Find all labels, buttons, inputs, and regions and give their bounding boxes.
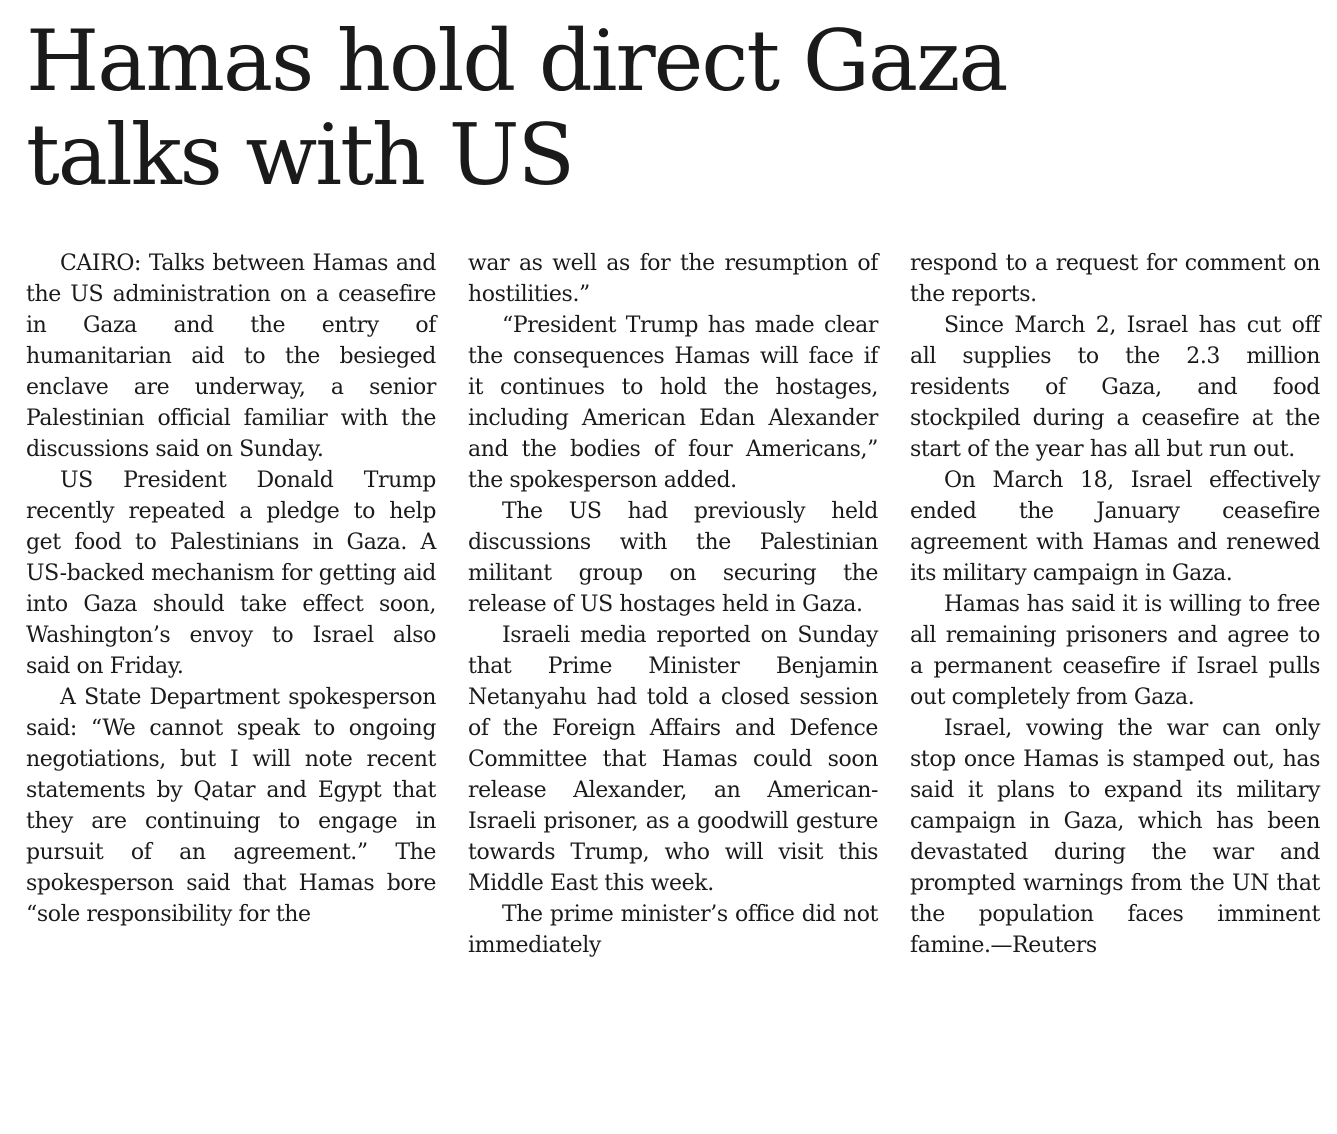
paragraph: Since March 2, Israel has cut off all supplies to the 2.3 million residents of Gaza, and food stockpiled during a ceasefire at the start of the year has all but run out. xyxy=(910,313,1320,462)
article-column-1 xyxy=(26,248,436,930)
paragraph: The prime minister’s office did not immediately xyxy=(468,902,878,958)
paragraph: A State Department spokesperson said: “We cannot speak to ongoing negotiations, but I will note recent statements by Qatar and Egypt that they are continuing to engage in pursuit of an agreement.” The spokesperson said that Hamas bore “sole responsibility for the xyxy=(26,685,436,927)
article-column-3 xyxy=(910,248,1320,961)
paragraph: Israel, vowing the war can only stop once Hamas is stamped out, has said it plans to expand its military campaign in Gaza, which has been devastated during the war and prompted warnings from the UN that the population faces imminent famine.—Reuters xyxy=(910,716,1320,958)
article-column-2 xyxy=(468,248,878,961)
paragraph: The US had previously held discussions with the Palestinian militant group on securing the release of US hostages held in Gaza. xyxy=(468,499,878,617)
paragraph-continued: war as well as for the resumption of hostilities.” xyxy=(468,251,878,307)
paragraph-continued: respond to a request for comment on the reports. xyxy=(910,251,1320,307)
headline-line-2: talks with US xyxy=(26,106,574,204)
paragraph: On March 18, Israel effectively ended the January ceasefire agreement with Hamas and renewed its military campaign in Gaza. xyxy=(910,468,1320,586)
headline xyxy=(26,14,1316,202)
paragraph: CAIRO: Talks between Hamas and the US administration on a ceasefire in Gaza and the entry of humanitarian aid to the besieged enclave are underway, a senior Palestinian official familiar with the discussions said on Sunday. xyxy=(26,251,436,462)
headline-line-1: Hamas hold direct Gaza xyxy=(26,12,1007,110)
paragraph: “President Trump has made clear the consequences Hamas will face if it continues to hold the hostages, including American Edan Alexander and the bodies of four Americans,” the spokesperson added. xyxy=(468,313,878,493)
paragraph: Israeli media reported on Sunday that Prime Minister Benjamin Netanyahu had told a closed session of the Foreign Affairs and Defence Committee that Hamas could soon release Alexander, an American-Israeli prisoner, as a goodwill gesture towards Trump, who will visit this Middle East this week. xyxy=(468,623,878,896)
paragraph: Hamas has said it is willing to free all remaining prisoners and agree to a permanent ceasefire if Israel pulls out completely from Gaza. xyxy=(910,592,1320,710)
paragraph: US President Donald Trump recently repeated a pledge to help get food to Palestinians in Gaza. A US-backed mechanism for getting aid into Gaza should take effect soon, Washington’s envoy to Israel also said on Friday. xyxy=(26,468,436,679)
